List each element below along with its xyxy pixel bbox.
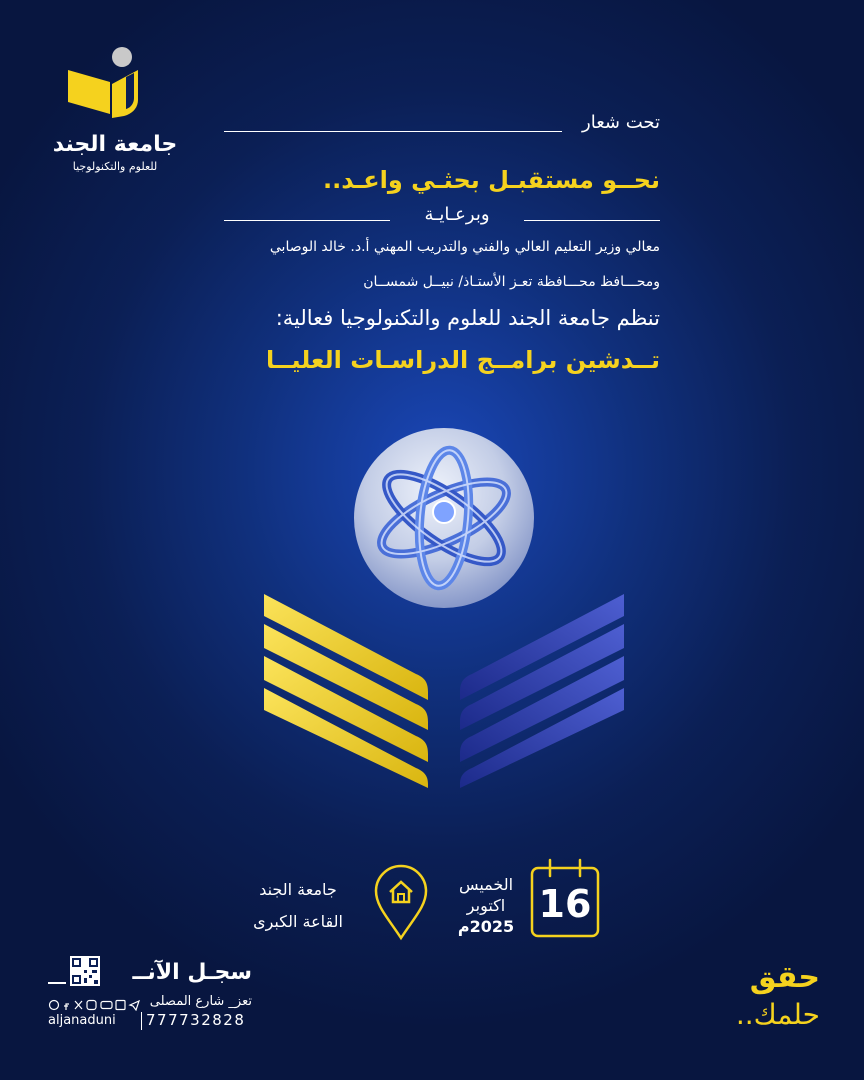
- youtube-icon: [101, 1002, 112, 1009]
- tagline-dream: حلمك..: [735, 998, 820, 1031]
- venue-hall: القاعة الكبرى: [253, 912, 343, 931]
- telegram-icon: [130, 1001, 139, 1010]
- patron-governor: ومحـــافظ محـــافظة تعـز الأستـاذ/ نبيــل شمســان: [363, 274, 660, 290]
- calendar-icon: [530, 858, 600, 940]
- book-stripes-emblem: [256, 586, 632, 792]
- event-title: تــدشين برامــج الدراسـات العليــا: [266, 346, 660, 374]
- atom-emblem: [352, 426, 536, 610]
- social-icons: [48, 996, 140, 1008]
- tagline-achieve: حقق: [749, 960, 820, 995]
- university-logo: [40, 44, 190, 184]
- divider-line: [524, 220, 660, 221]
- location-pin-icon: [370, 860, 432, 942]
- venue-name: جامعة الجند: [259, 880, 337, 899]
- university-logo-mark: [40, 44, 190, 124]
- venue: [236, 878, 360, 934]
- day-number: 16: [538, 882, 592, 926]
- handle-phone-divider: [141, 1012, 142, 1030]
- year: 2025م: [457, 917, 515, 936]
- address: تعز_ شارع المصلى: [149, 994, 252, 1009]
- x-icon: [75, 1001, 82, 1009]
- month-name: اكتوبر: [466, 896, 506, 915]
- qr-code-icon[interactable]: [70, 956, 100, 986]
- register-now[interactable]: سجـل الآنــ: [132, 960, 252, 985]
- university-subtitle: للعلوم والتكنولوجيا: [72, 160, 158, 173]
- organizer-statement: تنظم جامعة الجند للعلوم والتكنولوجيا فعالية:: [275, 306, 660, 330]
- slogan-intro: تحت شعار: [582, 112, 660, 133]
- university-name: جامعة الجند: [52, 132, 178, 157]
- phone-number: 777732828: [146, 1011, 246, 1029]
- social-handle: aljanaduni: [48, 1013, 116, 1028]
- register-line: [48, 982, 66, 984]
- whatsapp-icon: [50, 1001, 59, 1010]
- patron-minister: معالي وزير التعليم العالي والفني والتدريب المهني أ.د. خالد الوصابي: [269, 239, 660, 255]
- slogan: نحــو مستقبـل بحثـي واعـد..: [322, 166, 660, 194]
- day-name: الخميس: [458, 875, 514, 894]
- divider-line: [224, 131, 562, 132]
- home-icon: [390, 882, 412, 902]
- event-date-text: [444, 874, 528, 937]
- patronage-label: وبرعـايـة: [424, 204, 490, 225]
- divider-line: [224, 220, 390, 221]
- instagram-icon: [87, 1001, 96, 1010]
- facebook-icon: [64, 1004, 69, 1010]
